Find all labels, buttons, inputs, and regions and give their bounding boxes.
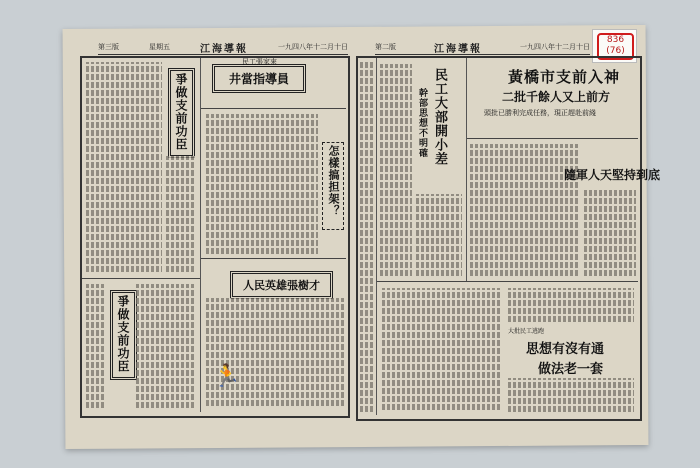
article-text	[382, 288, 502, 410]
article-text	[206, 114, 318, 254]
right-page-frame	[356, 56, 661, 421]
byline-well: 民工張家來	[242, 58, 277, 66]
col-divider	[376, 58, 377, 415]
headline-workers-desert: 民工大部開小差	[432, 68, 447, 166]
runner-illustration: 🏃	[213, 364, 241, 389]
subhead-mass-desertion: 大批民工逃跑	[508, 328, 545, 335]
left-issue: 星期五	[149, 43, 170, 51]
right-page-header	[375, 40, 590, 55]
article-text	[470, 144, 580, 276]
article-text	[86, 62, 162, 272]
article-text	[584, 188, 636, 276]
article-text	[136, 284, 196, 408]
left-date: 一九四八年十二月十日	[278, 43, 348, 51]
subhead-cadre-thinking: 幹部思想不明確	[417, 88, 427, 158]
rule	[467, 138, 638, 139]
tag-line-2: (76)	[606, 46, 625, 56]
article-text	[508, 378, 634, 412]
rule	[82, 278, 200, 279]
col-divider	[466, 58, 467, 281]
headline-people-hero: 人民英雄張樹才	[230, 271, 333, 299]
article-text	[508, 288, 634, 322]
headline-support-front-1: 爭做支前功臣	[168, 68, 195, 158]
rule	[201, 258, 346, 259]
right-page-number: 第二版	[375, 43, 396, 51]
right-date: 一九四八年十二月十日	[520, 43, 590, 51]
left-page-header	[98, 40, 348, 55]
headline-huangqiao: 黃橋市支前入神	[508, 68, 621, 86]
left-page-number: 第三版	[98, 43, 119, 51]
headline-how-stretcher: 怎樣搞担架？	[322, 142, 344, 230]
article-text	[416, 194, 462, 276]
article-text	[166, 156, 196, 272]
rule	[377, 281, 638, 282]
headline-second-batch: 二批千餘人又上前方	[502, 90, 611, 104]
headline-old-methods: 做法老一套	[538, 362, 604, 377]
article-text	[86, 284, 106, 408]
headline-support-front-2: 爭做支前功臣	[110, 290, 137, 380]
headline-thinking-through: 思想有沒有通	[526, 342, 605, 357]
right-masthead: 江海導報	[434, 43, 482, 55]
headline-follow-army: 隨軍人天堅持到底	[564, 168, 661, 182]
left-masthead: 江海導報	[200, 43, 248, 55]
subhead-first-batch: 頭批已勝利完成任務，現正趕赴前綫	[484, 109, 596, 117]
col-divider	[200, 58, 201, 412]
headline-well-instructor: 井當指導員	[212, 64, 306, 93]
tag-line-1: 836	[606, 35, 625, 45]
article-text	[360, 62, 374, 412]
article-text	[380, 64, 412, 276]
rule	[201, 108, 346, 109]
